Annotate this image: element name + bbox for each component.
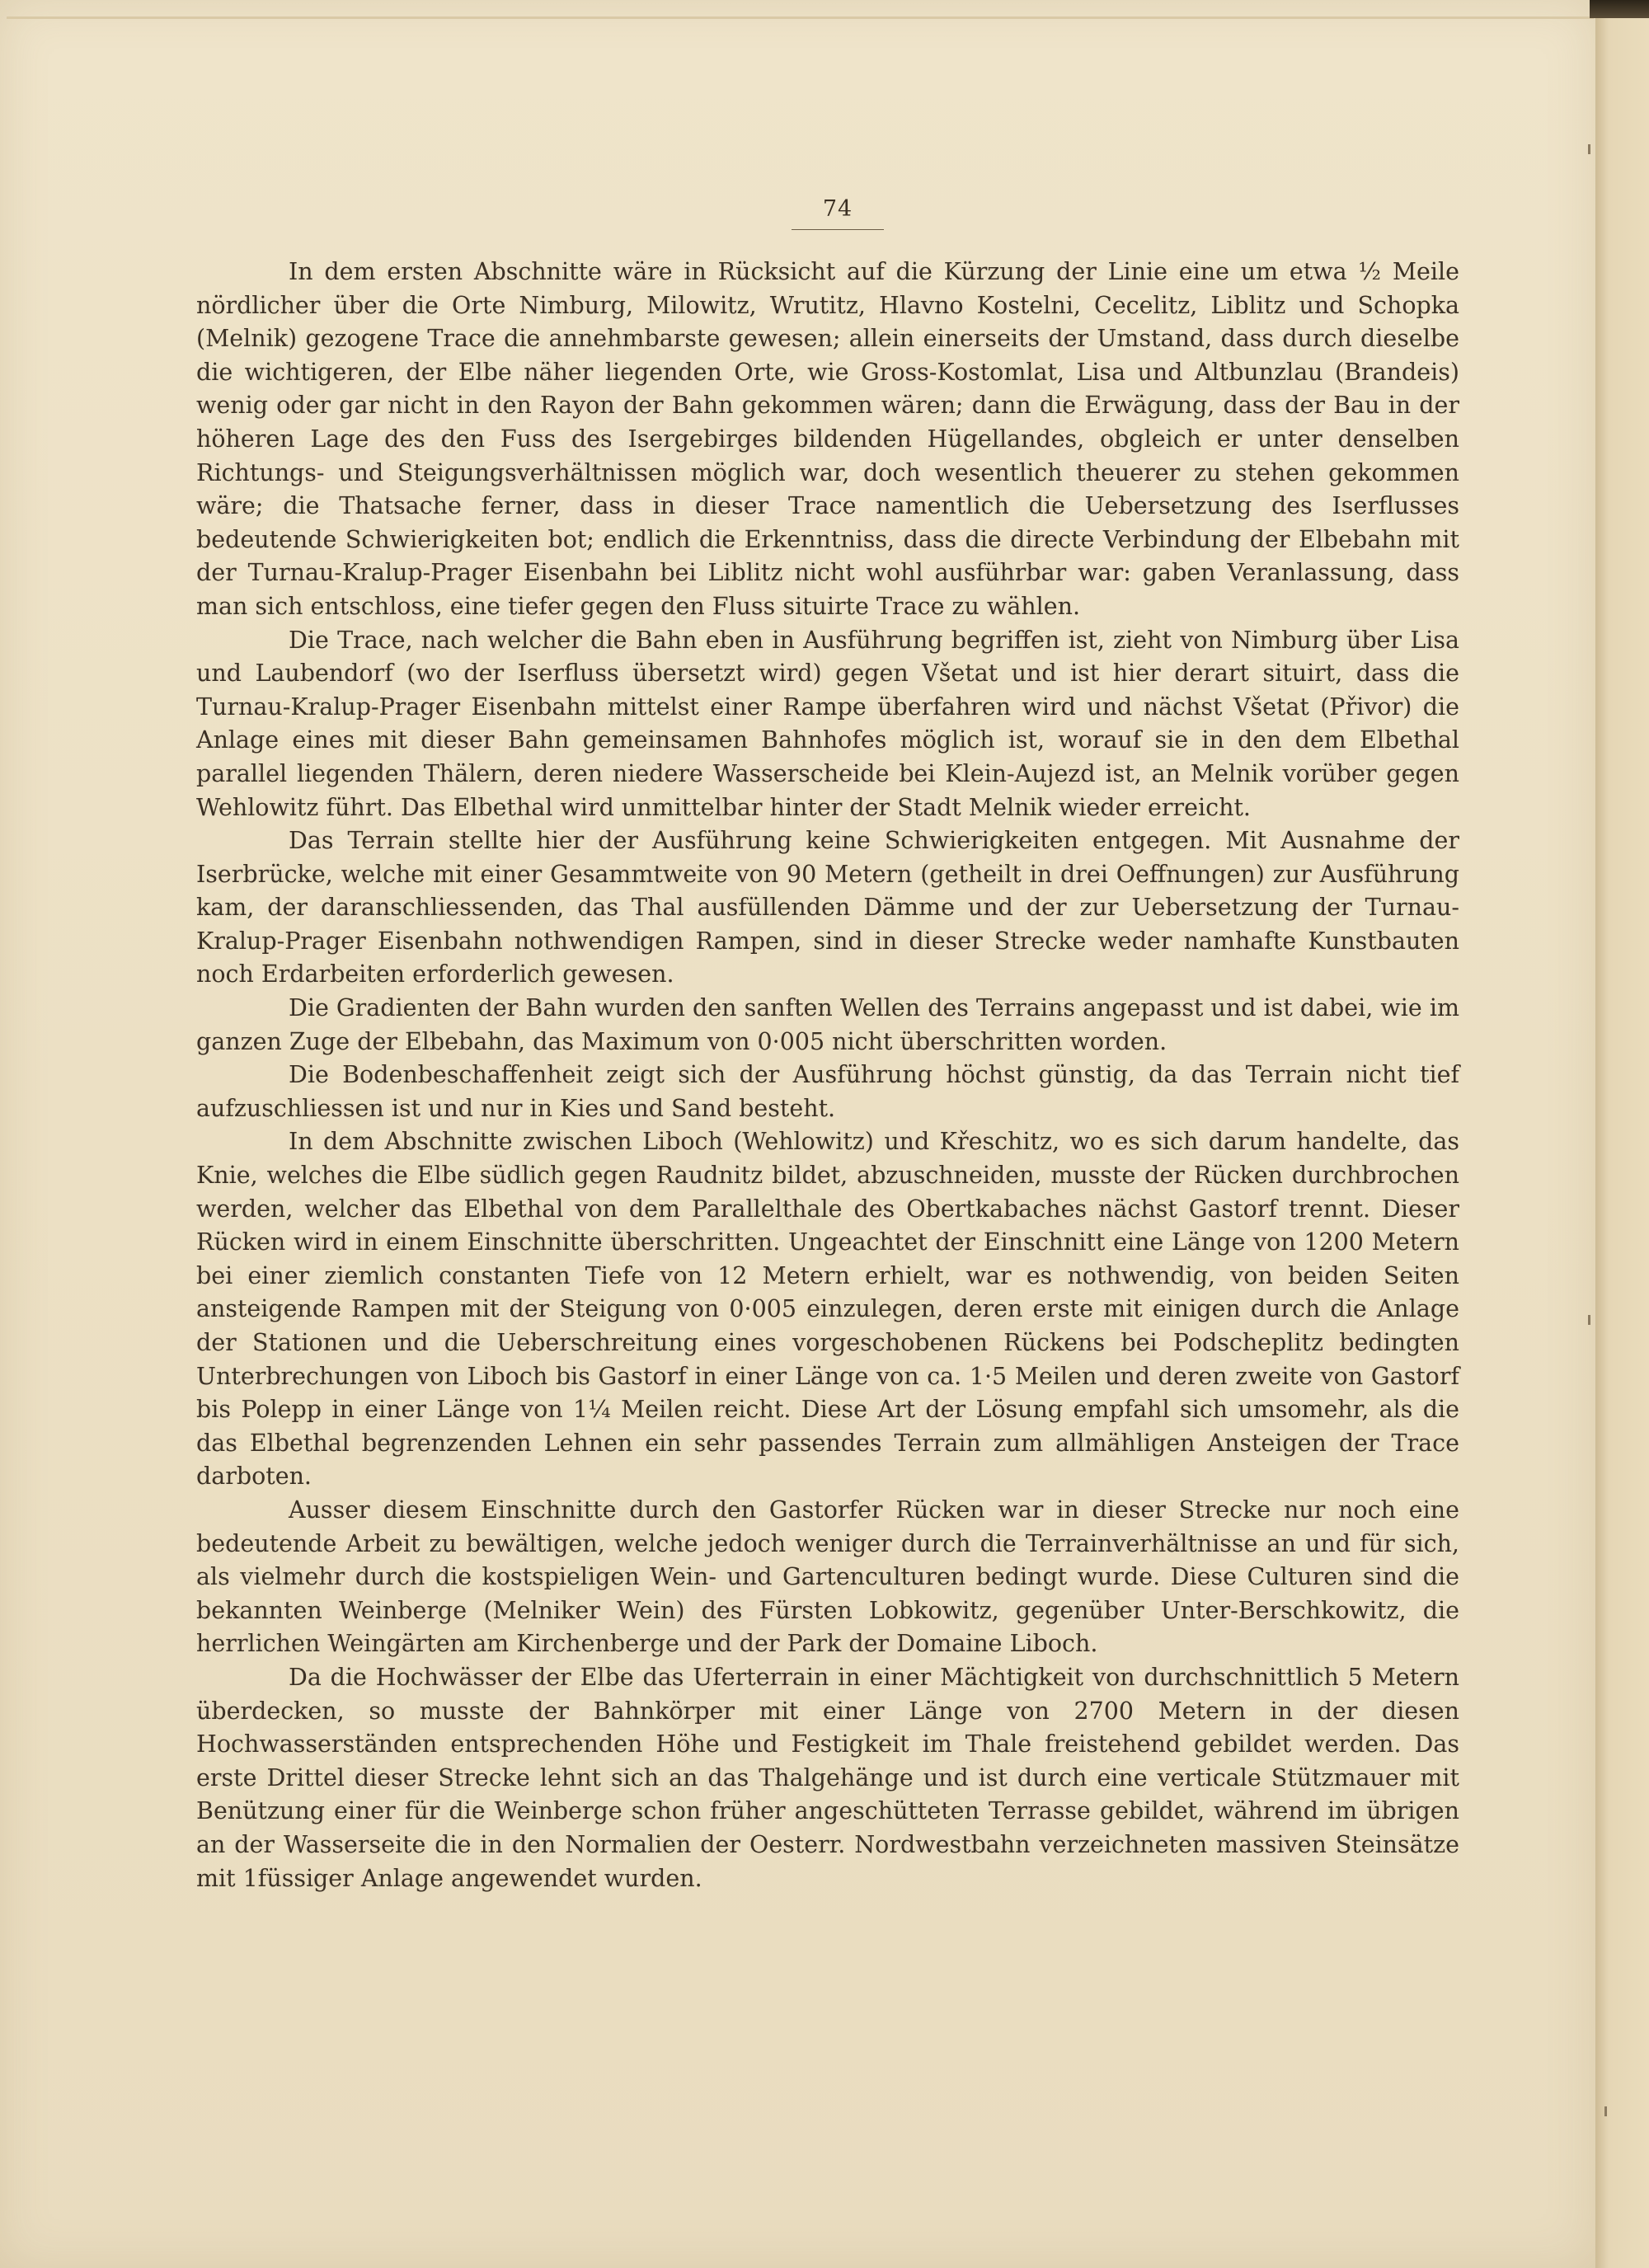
paragraph: Die Trace, nach welcher die Bahn eben in Ausführung begriffen ist, zieht von Nimburg über Lisa und Laubendorf (wo der Iserfluss übersetzt wird) gegen Všetat und ist hier derart situirt, dass die Turnau-Kralup-Prager Eisenbahn mittelst einer Rampe überfahren wird und nächst Všetat (Přivor) die Anlage eines mit dieser Bahn gemeinsamen Bahnhofes möglich ist, worauf sie in den dem Elbethal parallel liegenden Thälern, deren niedere Wasserscheide bei Klein-Aujezd ist, an Melnik vorüber gegen Wehlowitz führt. Das Elbethal wird unmittelbar hinter der Stadt Melnik wieder erreicht.	[196, 626, 1459, 821]
body-text	[196, 256, 1459, 1895]
paragraph: Ausser diesem Einschnitte durch den Gastorfer Rücken war in dieser Strecke nur noch eine bedeutende Arbeit zu bewältigen, welche jedoch weniger durch die Terrainverhältnisse an und für sich, als vielmehr durch die kostspieligen Wein- und Gartenculturen bedingt wurde. Diese Culturen sind die bekannten Weinberge (Melniker Wein) des Fürsten Lobkowitz, gegenüber Unter-Berschkowitz, die herrlichen Weingärten am Kirchenberge und der Park der Domaine Liboch.	[196, 1496, 1459, 1658]
margin-mark	[1588, 144, 1590, 154]
paragraph: Die Bodenbeschaffenheit zeigt sich der Ausführung höchst günstig, da das Terrain nicht tief aufzuschliessen ist und nur in Kies und Sand besteht.	[196, 1061, 1459, 1122]
top-border-line	[7, 16, 1594, 19]
paragraph: In dem ersten Abschnitte wäre in Rücksicht auf die Kürzung der Linie eine um etwa ½ Meile nördlicher über die Orte Nimburg, Milowitz, Wrutitz, Hlavno Kostelni, Cecelitz, Liblitz und Schopka (Melnik) gezogene Trace die annehmbarste gewesen; allein einerseits der Umstand, dass durch dieselbe die wichtigeren, der Elbe näher liegenden Orte, wie Gross-Kostomlat, Lisa und Altbunzlau (Brandeis) wenig oder gar nicht in den Rayon der Bahn gekommen wären; dann die Erwägung, dass der Bau in der höheren Lage des den Fuss des Isergebirges bildenden Hügellandes, obgleich er unter denselben Richtungs- und Steigungsverhältnissen möglich war, doch wesentlich theuerer zu stehen gekommen wäre; die Thatsache ferner, dass in dieser Trace namentlich die Uebersetzung des Iserflusses bedeutende Schwierigkeiten bot; endlich die Erkenntniss, dass die directe Verbindung der Elbebahn mit der Turnau-Kralup-Prager Eisenbahn bei Liblitz nicht wohl ausführbar war: gaben Veranlassung, dass man sich entschloss, eine tiefer gegen den Fluss situirte Trace zu wählen.	[196, 258, 1459, 620]
paragraph: Das Terrain stellte hier der Ausführung keine Schwierigkeiten entgegen. Mit Ausnahme der Iserbrücke, welche mit einer Gesammtweite von 90 Metern (getheilt in drei Oeffnungen) zur Ausführung kam, der daranschliessenden, das Thal ausfüllenden Dämme und der zur Uebersetzung der Turnau-Kralup-Prager Eisenbahn nothwendigen Rampen, sind in dieser Strecke weder namhafte Kunstbauten noch Erdarbeiten erforderlich gewesen.	[196, 827, 1459, 988]
paragraph: Die Gradienten der Bahn wurden den sanften Wellen des Terrains angepasst und ist dabei, wie im ganzen Zuge der Elbebahn, das Maximum von 0·005 nicht überschritten worden.	[196, 994, 1459, 1055]
scan-corner	[1590, 0, 1649, 18]
page-number-rule	[792, 229, 884, 230]
paragraph: Da die Hochwässer der Elbe das Uferterrain in einer Mächtigkeit von durchschnittlich 5 Metern überdecken, so musste der Bahnkörper mit einer Länge von 2700 Metern in der diesen Hochwasserständen entsprechenden Höhe und Festigkeit im Thale freistehend gebildet werden. Das erste Drittel dieser Strecke lehnt sich an das Thalgehänge und ist durch eine verticale Stützmauer mit Benützung einer für die Weinberge schon früher angeschütteten Terrasse gebildet, während im übrigen an der Wasserseite die in den Normalien der Oesterr. Nordwestbahn verzeichneten massiven Steinsätze mit 1füssiger Anlage angewendet wurden.	[196, 1663, 1459, 1892]
paragraph: In dem Abschnitte zwischen Liboch (Wehlowitz) und Křeschitz, wo es sich darum handelte, das Knie, welches die Elbe südlich gegen Raudnitz bildet, abzuschneiden, musste der Rücken durchbrochen werden, welcher das Elbethal von dem Parallelthale des Obertkabaches nächst Gastorf trennt. Dieser Rücken wird in einem Einschnitte überschritten. Ungeachtet der Einschnitt eine Länge von 1200 Metern bei einer ziemlich constanten Tiefe von 12 Metern erhielt, war es nothwendig, von beiden Seiten ansteigende Rampen mit der Steigung von 0·005 einzulegen, deren erste mit einigen durch die Anlage der Stationen und die Ueberschreitung eines vorgeschobenen Rückens bei Podscheplitz bedingten Unterbrechungen von Liboch bis Gastorf in einer Länge von ca. 1·5 Meilen und deren zweite von Gastorf bis Polepp in einer Länge von 1¼ Meilen reicht. Diese Art der Lösung empfahl sich umsomehr, als die das Elbethal begrenzenden Lehnen ein sehr passendes Terrain zum allmähligen Ansteigen der Trace darboten.	[196, 1128, 1459, 1491]
margin-mark	[1588, 1315, 1590, 1325]
page-number: 74	[822, 196, 853, 222]
margin-mark	[1604, 2106, 1607, 2116]
page-edge-shadow	[1595, 0, 1649, 2268]
